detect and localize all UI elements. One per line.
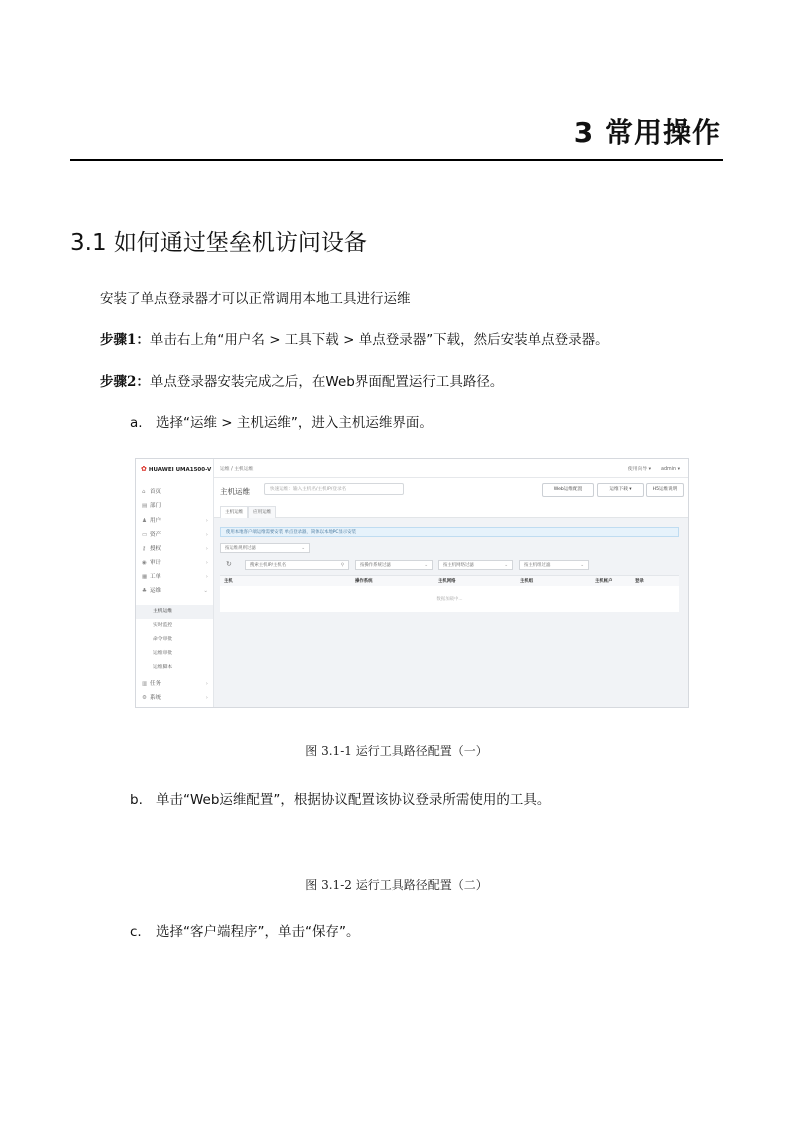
task-icon: ▥ (142, 681, 148, 687)
chevron-down-icon: ⌄ (424, 563, 428, 568)
sub-step-b (130, 788, 550, 808)
sidebar-item-department[interactable]: ▤ 部门 (136, 500, 213, 513)
step-1 (100, 328, 609, 348)
page-header (214, 478, 688, 503)
host-group-filter[interactable]: 按主机组过滤 ⌄ (519, 560, 589, 570)
tab-host-ops[interactable]: 主机运维 (220, 506, 248, 518)
chevron-right-icon: › (205, 681, 208, 687)
sidebar-sub-monitor[interactable]: 实时监控 (153, 623, 173, 628)
sub-step-a-text: 选择“运维 > 主机运维”，进入主机运维界面。 (156, 415, 433, 431)
audit-icon: ◉ (142, 560, 147, 566)
breadcrumb: 运维 / 主机运维 (220, 467, 254, 472)
os-filter[interactable]: 按操作系统过滤 ⌄ (355, 560, 433, 570)
sidebar-sub-command-approval[interactable]: 命令审批 (153, 637, 173, 642)
sidebar-sub-ops-script[interactable]: 运维脚本 (153, 665, 173, 670)
chevron-down-icon: ⌄ (504, 563, 508, 568)
chevron-down-icon: ⌄ (301, 546, 305, 551)
department-icon: ▤ (142, 503, 148, 509)
chevron-right-icon: › (205, 574, 208, 580)
chevron-down-icon: ⌄ (580, 563, 584, 568)
sub-step-b-text: 单击“Web运维配置”，根据协议配置该协议登录所需使用的工具。 (156, 792, 551, 808)
step-2-label: 步骤2： (100, 374, 150, 390)
chapter-divider (70, 159, 723, 161)
ops-icon: ♣ (142, 588, 147, 594)
step-2 (100, 370, 503, 390)
ops-download-button[interactable]: 运维下载 ▾ (597, 483, 644, 497)
web-ops-config-button[interactable]: Web运维配置 (542, 483, 594, 497)
figure-screenshot (135, 458, 689, 708)
section-title: 3.1 如何通过堡垒机访问设备 (70, 230, 367, 256)
sidebar-item-home[interactable]: ⌂ 首页 (136, 486, 213, 499)
sidebar-item-system[interactable]: ⚙ 系统 › (136, 692, 213, 705)
ticket-icon: ▦ (142, 574, 148, 580)
host-table-body (220, 586, 679, 612)
system-icon: ⚙ (142, 695, 147, 701)
sub-step-c-letter: c. (130, 924, 142, 940)
brand-logo (141, 465, 211, 473)
chevron-right-icon: › (205, 546, 208, 552)
sidebar-item-task[interactable]: ▥ 任务 › (136, 678, 213, 691)
host-search-input[interactable]: 搜索主机IP/主机名 ⚲ (245, 560, 349, 570)
sub-step-a-letter: a. (130, 415, 143, 431)
column-os[interactable]: 操作系统 (355, 579, 373, 584)
sidebar-item-asset[interactable]: ▭ 资产 › (136, 529, 213, 542)
huawei-logo-icon: ✿ (141, 465, 147, 473)
step-1-text: 单击右上角“用户名 > 工具下载 > 单点登录器”下载，然后安装单点登录器。 (149, 332, 609, 348)
h5-ops-help-button[interactable]: H5运维说明 (646, 483, 684, 497)
step-2-text: 单点登录器安装完成之后，在Web界面配置运行工具路径。 (149, 374, 504, 390)
intro-paragraph: 安装了单点登录器才可以正常调用本地工具进行运维 (100, 291, 411, 307)
figure-2-caption: 图 3.1-2 运行工具路径配置（二） (305, 878, 488, 892)
page-title: 主机运维 (220, 487, 250, 496)
sidebar-item-ops[interactable]: ♣ 运维 ⌄ (136, 585, 213, 598)
column-network[interactable]: 主机网络 (438, 579, 456, 584)
column-account[interactable]: 主机帐户 (595, 579, 613, 584)
sub-step-c (130, 920, 359, 940)
sidebar (136, 459, 214, 707)
sidebar-item-user[interactable]: ♟ 用户 › (136, 515, 213, 528)
chevron-right-icon: › (205, 532, 208, 538)
install-notice: 使用本地客户端运维需要安装 单点登录器，简体以本地PC显示安装 (220, 527, 679, 537)
quick-ops-search-input[interactable]: 快速运维：输入主机名/主机IP/登录名 (264, 483, 404, 495)
asset-icon: ▭ (142, 532, 148, 538)
chevron-right-icon: › (205, 695, 208, 701)
step-1-label: 步骤1： (100, 332, 150, 348)
home-icon: ⌂ (142, 489, 146, 495)
tab-bar (214, 503, 688, 518)
sub-step-c-text: 选择“客户端程序”，单击“保存”。 (156, 924, 360, 940)
authorize-icon: ⚷ (142, 546, 147, 552)
chapter-title: 3 常用操作 (573, 116, 721, 149)
sidebar-sub-ops-approval[interactable]: 运维审批 (153, 651, 173, 656)
chevron-down-icon: ⌄ (203, 588, 208, 594)
chevron-right-icon: › (205, 518, 208, 524)
sidebar-sub-host-ops[interactable]: 主机运维 (136, 605, 213, 619)
sidebar-item-authorize[interactable]: ⚷ 授权 › (136, 543, 213, 556)
ops-rule-filter[interactable]: 按运维规则过滤 ⌄ (220, 543, 310, 553)
column-login[interactable]: 登录 (635, 579, 644, 584)
sub-step-b-letter: b. (130, 792, 143, 808)
search-icon: ⚲ (340, 563, 344, 568)
chevron-right-icon: › (205, 560, 208, 566)
refresh-icon[interactable]: ↻ (226, 560, 232, 568)
column-group[interactable]: 主机组 (520, 579, 534, 584)
top-bar (214, 459, 688, 478)
guide-menu[interactable]: 使用向导 ▾ (627, 467, 652, 472)
figure-1-caption: 图 3.1-1 运行工具路径配置（一） (305, 744, 488, 758)
sidebar-item-ticket[interactable]: ▦ 工单 › (136, 571, 213, 584)
sidebar-item-audit[interactable]: ◉ 审计 › (136, 557, 213, 570)
column-host[interactable]: 主机 (224, 579, 233, 584)
user-icon: ♟ (142, 518, 147, 524)
brand-name: HUAWEI UMA1500-V (148, 467, 212, 473)
sub-step-a (130, 411, 433, 431)
loading-text: 数据加载中... (436, 597, 463, 602)
user-menu[interactable] (618, 465, 680, 472)
admin-menu[interactable]: admin ▾ (661, 467, 680, 472)
tab-app-ops[interactable]: 应用运维 (248, 506, 276, 518)
host-network-filter[interactable]: 按主机网络过滤 ⌄ (438, 560, 513, 570)
